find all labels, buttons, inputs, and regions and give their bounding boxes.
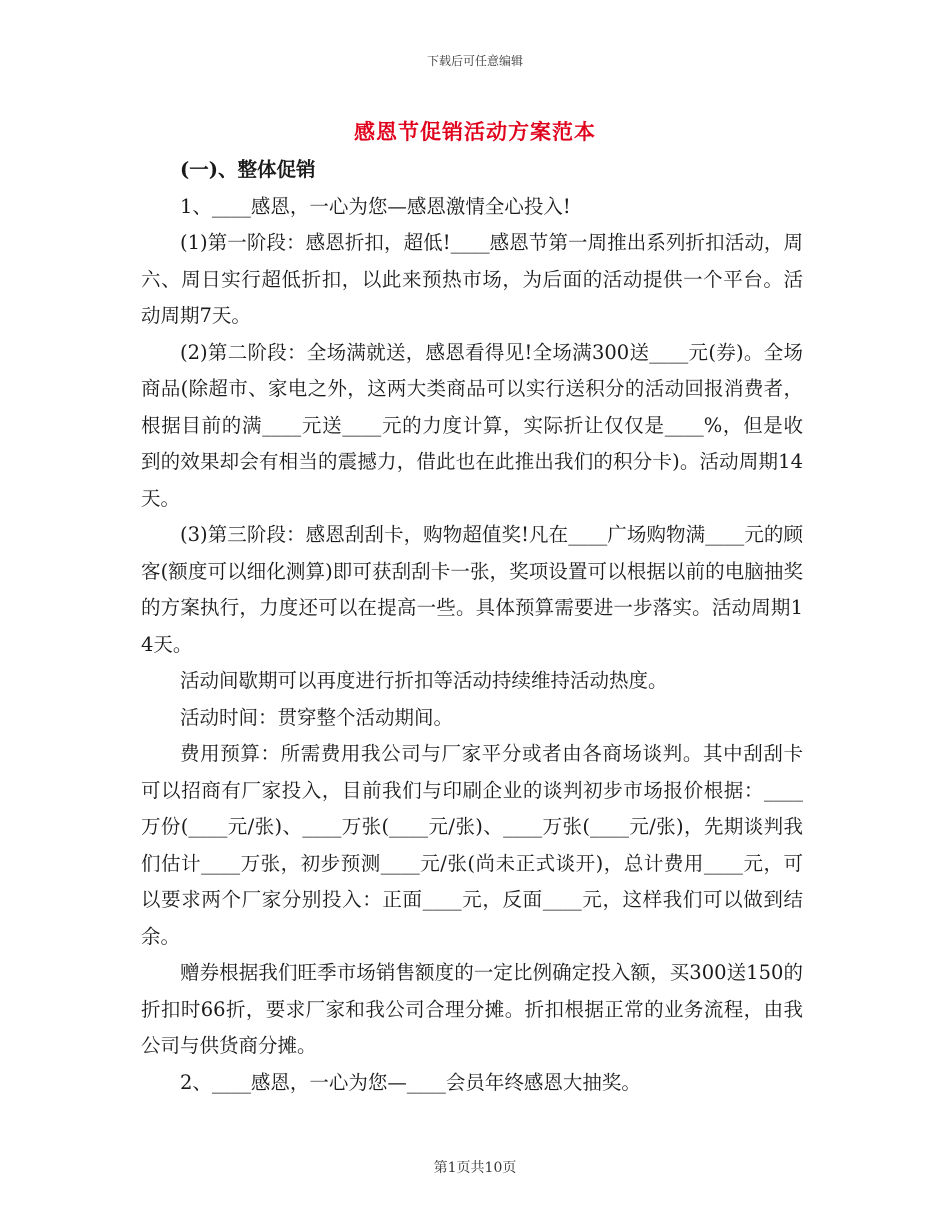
paragraph-activity-time: 活动时间：贯穿整个活动期间。 [180,705,454,729]
paragraph-item-1: 1、____感恩，一心为您—感恩激情全心投入! [180,194,571,218]
document-title: 感恩节促销活动方案范本 [354,119,596,144]
paragraph-phase-2: (2)第二阶段：全场满就送，感恩看得见!全场满300送____元(券)。全场商品(除超市、家电之外，这两大类商品可以实行送积分的活动回报消费者，根据目前的满____元送____元的力度计算，实际折让仅仅是____%，但是收到的效果却会有相当的震撼力，借此也在此推出我们的积分卡)。活动周期14天。 [141,340,803,510]
document-body [141,152,803,1101]
paragraph-item-2: 2、____感恩，一心为您—____会员年终感恩大抽奖。 [180,1070,641,1094]
section-heading: (一)、整体促销 [180,158,316,181]
paragraph-coupon: 赠券根据我们旺季市场销售额度的一定比例确定投入额，买300送150的折扣时66折，要求厂家和我公司合理分摊。折扣根据正常的业务流程，由我公司与供货商分摊。 [141,961,803,1057]
page-number: 第1页共10页 [433,1160,517,1176]
paragraph-interval: 活动间歇期可以再度进行折扣等活动持续维持活动热度。 [180,669,668,692]
paragraph-phase-1: (1)第一阶段：感恩折扣，超低!____感恩节第一周推出系列折扣活动，周六、周日实行超低折扣，以此来预热市场，为后面的活动提供一个平台。活动周期7天。 [141,231,803,327]
page-header-note: 下载后可任意编辑 [426,54,523,68]
paragraph-budget: 费用预算：所需费用我公司与厂家平分或者由各商场谈判。其中刮刮卡可以招商有厂家投入，目前我们与印刷企业的谈判初步市场报价根据：____万份(____元/张)、____万张(____元/张)、____万张(____元/张)，先期谈判我们估计____万张，初步预测____元/张(尚未正式谈开)，总计费用____元，可以要求两个厂家分别投入：正面____元，反面____元，这样我们可以做到结余。 [141,742,803,948]
paragraph-phase-3: (3)第三阶段：感恩刮刮卡，购物超值奖!凡在____广场购物满____元的顾客(额度可以细化测算)即可获刮刮卡一张，奖项设置可以根据以前的电脑抽奖的方案执行，力度还可以在提高一些。具体预算需要进一步落实。活动周期14天。 [141,523,803,656]
